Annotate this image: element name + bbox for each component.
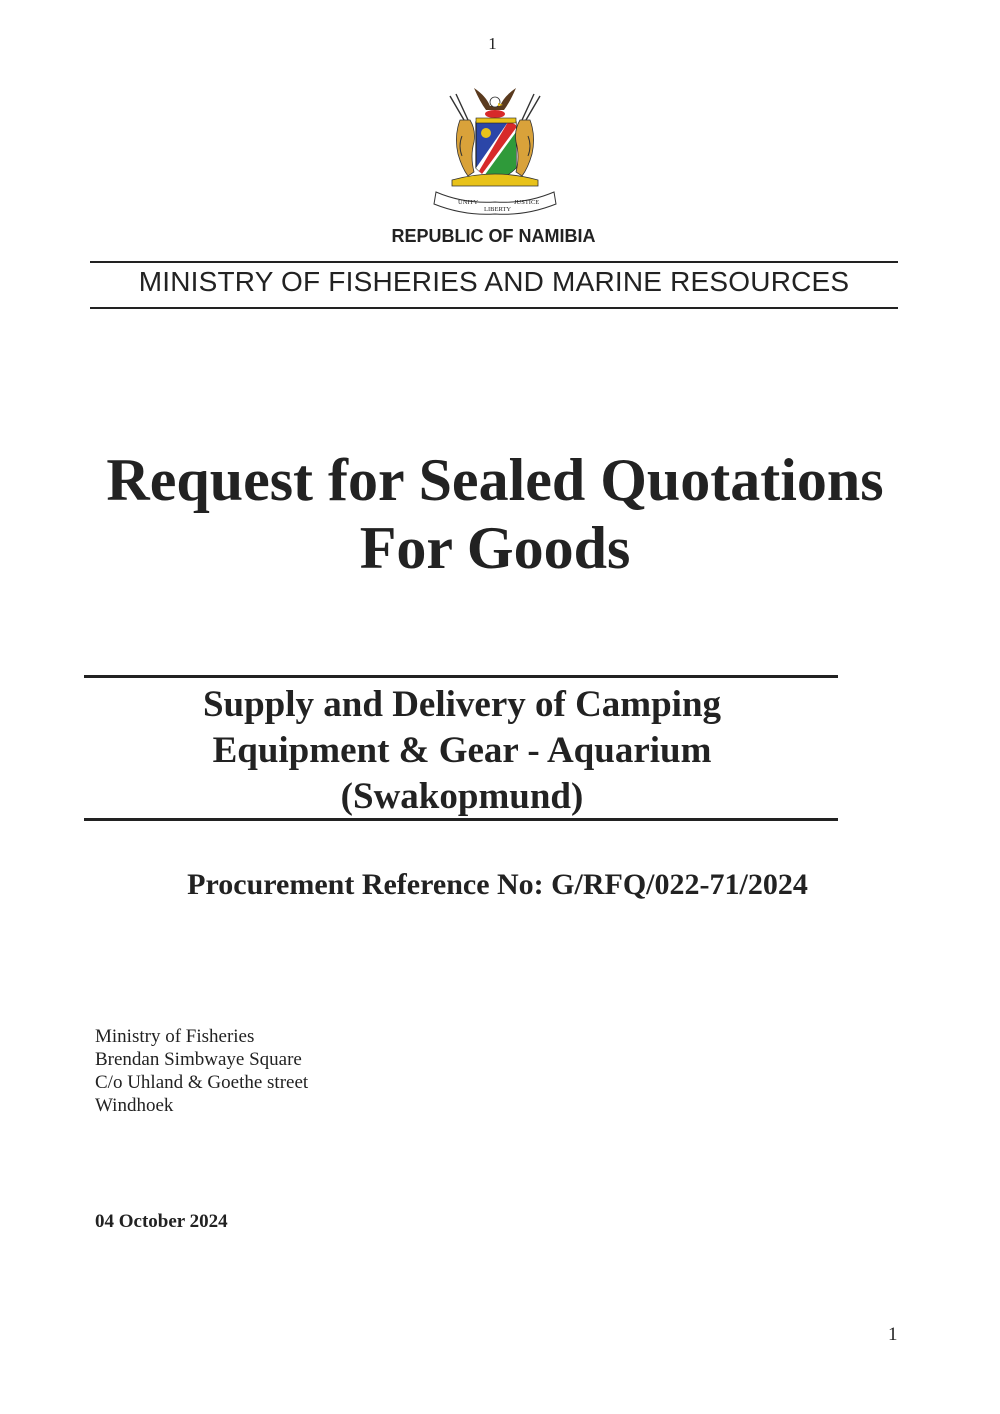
svg-text:JUSTICE: JUSTICE xyxy=(514,199,540,206)
page-number-top: 1 xyxy=(488,34,497,53)
address-line-1: Ministry of Fisheries xyxy=(95,1026,255,1047)
address-line-4: Windhoek xyxy=(95,1095,174,1116)
country-name: REPUBLIC OF NAMIBIA xyxy=(391,226,596,246)
subject-line-1: Supply and Delivery of Camping xyxy=(202,684,722,725)
ministry-name: MINISTRY OF FISHERIES AND MARINE RESOURCES xyxy=(138,266,850,297)
oryx-left-icon xyxy=(450,94,475,176)
procurement-subject xyxy=(84,682,840,820)
svg-text:UNITY: UNITY xyxy=(458,199,479,206)
oryx-right-icon xyxy=(516,94,541,176)
page-number-bottom: 1 xyxy=(888,1324,898,1345)
ministry-rule-bottom xyxy=(90,307,898,309)
ministry-rule-top xyxy=(90,261,898,263)
subject-rule-top xyxy=(84,675,838,678)
shield-icon xyxy=(476,118,516,178)
address-line-2: Brendan Simbwaye Square xyxy=(95,1049,302,1070)
eagle-icon xyxy=(474,88,516,118)
document-date: 04 October 2024 xyxy=(95,1211,228,1232)
document-title xyxy=(0,446,990,582)
namibia-coat-of-arms-icon xyxy=(424,76,566,218)
address-block xyxy=(95,1025,308,1117)
subject-line-2: Equipment & Gear - Aquarium xyxy=(212,730,712,771)
address-line-3: C/o Uhland & Goethe street xyxy=(95,1072,309,1093)
title-line-1: Request for Sealed Quotations xyxy=(106,447,884,513)
title-line-2: For Goods xyxy=(359,515,631,581)
procurement-reference: Procurement Reference No: G/RFQ/022-71/2024 xyxy=(187,868,808,901)
subject-line-3: (Swakopmund) xyxy=(340,776,584,817)
subject-rule-bottom xyxy=(84,818,838,821)
svg-text:LIBERTY: LIBERTY xyxy=(484,206,512,213)
